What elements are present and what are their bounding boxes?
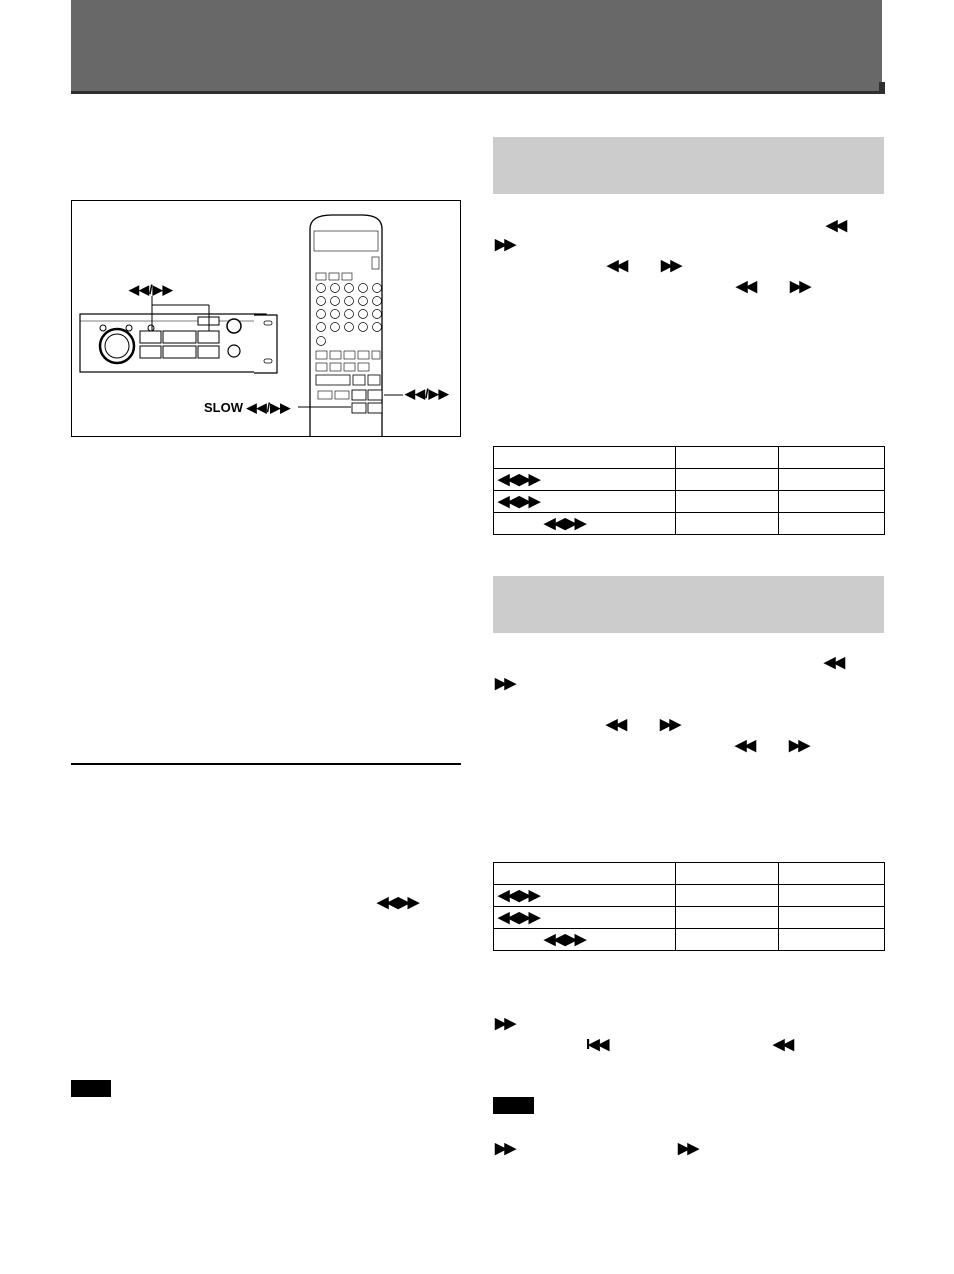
- table-row: [494, 863, 885, 885]
- left-section-rule: [71, 763, 461, 765]
- note-symbol-a: ▶▶: [495, 1140, 515, 1157]
- table-row: [494, 469, 885, 491]
- header-band: [71, 0, 882, 91]
- table-cell: [676, 929, 779, 951]
- section-heading-box-1: [493, 137, 884, 194]
- remote-control: [298, 215, 403, 436]
- table-cell: ◀◀ ▶▶: [494, 469, 676, 491]
- table-row: [494, 929, 885, 951]
- table-cell: [779, 513, 885, 535]
- table-cell: [779, 447, 885, 469]
- figure-label-top: ◀◀/▶▶: [129, 282, 173, 297]
- deck-front-panel: [80, 296, 277, 373]
- s2-after-symbol-3: ◀◀: [773, 1036, 793, 1053]
- table-row: [494, 907, 885, 929]
- table-cell: [676, 863, 779, 885]
- figure-label-slow: SLOW ◀◀/▶▶: [204, 400, 291, 415]
- s2-symbol-4b: ▶▶: [789, 737, 809, 754]
- table-cell: [779, 469, 885, 491]
- table-cell: ◀◀ ▶▶: [494, 885, 676, 907]
- header-tick: [879, 82, 885, 94]
- table-cell: [676, 447, 779, 469]
- section-heading-box-2: [493, 576, 884, 633]
- speed-table-1: [493, 446, 885, 535]
- table-cell: ◀◀ ▶▶: [494, 907, 676, 929]
- s1-symbol-4a: ◀◀: [736, 278, 756, 295]
- table-row: [494, 491, 885, 513]
- table-row: [494, 447, 885, 469]
- s2-symbol-1: ◀◀: [824, 654, 844, 671]
- s1-symbol-3b: ▶▶: [661, 257, 681, 274]
- s1-symbol-1: ◀◀: [826, 217, 846, 234]
- s2-symbol-4a: ◀◀: [735, 737, 755, 754]
- table-cell: [676, 469, 779, 491]
- table-cell: ◀◀ ▶▶: [494, 929, 676, 951]
- right-note-tag: [493, 1097, 534, 1114]
- header-rule: [71, 91, 885, 94]
- table-cell: [676, 491, 779, 513]
- s1-symbol-2: ▶▶: [495, 236, 515, 253]
- table-cell: [676, 907, 779, 929]
- figure-label-remote: ◀◀/▶▶: [405, 386, 449, 401]
- s2-symbol-3a: ◀◀: [606, 716, 626, 733]
- left-inline-symbol: ◀◀ ▶▶: [377, 894, 418, 911]
- s2-after-symbol-2: I◀◀: [586, 1036, 608, 1053]
- illustration-frame: [71, 200, 461, 437]
- table-cell: ◀◀ ▶▶: [494, 491, 676, 513]
- table-cell: [779, 907, 885, 929]
- table-cell: [676, 513, 779, 535]
- table-cell: [494, 447, 676, 469]
- table-row: [494, 513, 885, 535]
- s1-symbol-3a: ◀◀: [607, 257, 627, 274]
- left-note-tag: [71, 1080, 111, 1097]
- table-cell: [779, 491, 885, 513]
- table-cell: [779, 863, 885, 885]
- s2-after-symbol-1: ▶▶: [495, 1015, 515, 1032]
- s2-symbol-3b: ▶▶: [660, 716, 680, 733]
- s1-symbol-4b: ▶▶: [790, 278, 810, 295]
- table-cell: [779, 929, 885, 951]
- table-row: [494, 885, 885, 907]
- speed-table-2: [493, 862, 885, 951]
- table-cell: [676, 885, 779, 907]
- s2-symbol-2: ▶▶: [495, 675, 515, 692]
- table-cell: [494, 863, 676, 885]
- table-cell: ◀◀ ▶▶: [494, 513, 676, 535]
- table-cell: [779, 885, 885, 907]
- note-symbol-b: ▶▶: [678, 1140, 698, 1157]
